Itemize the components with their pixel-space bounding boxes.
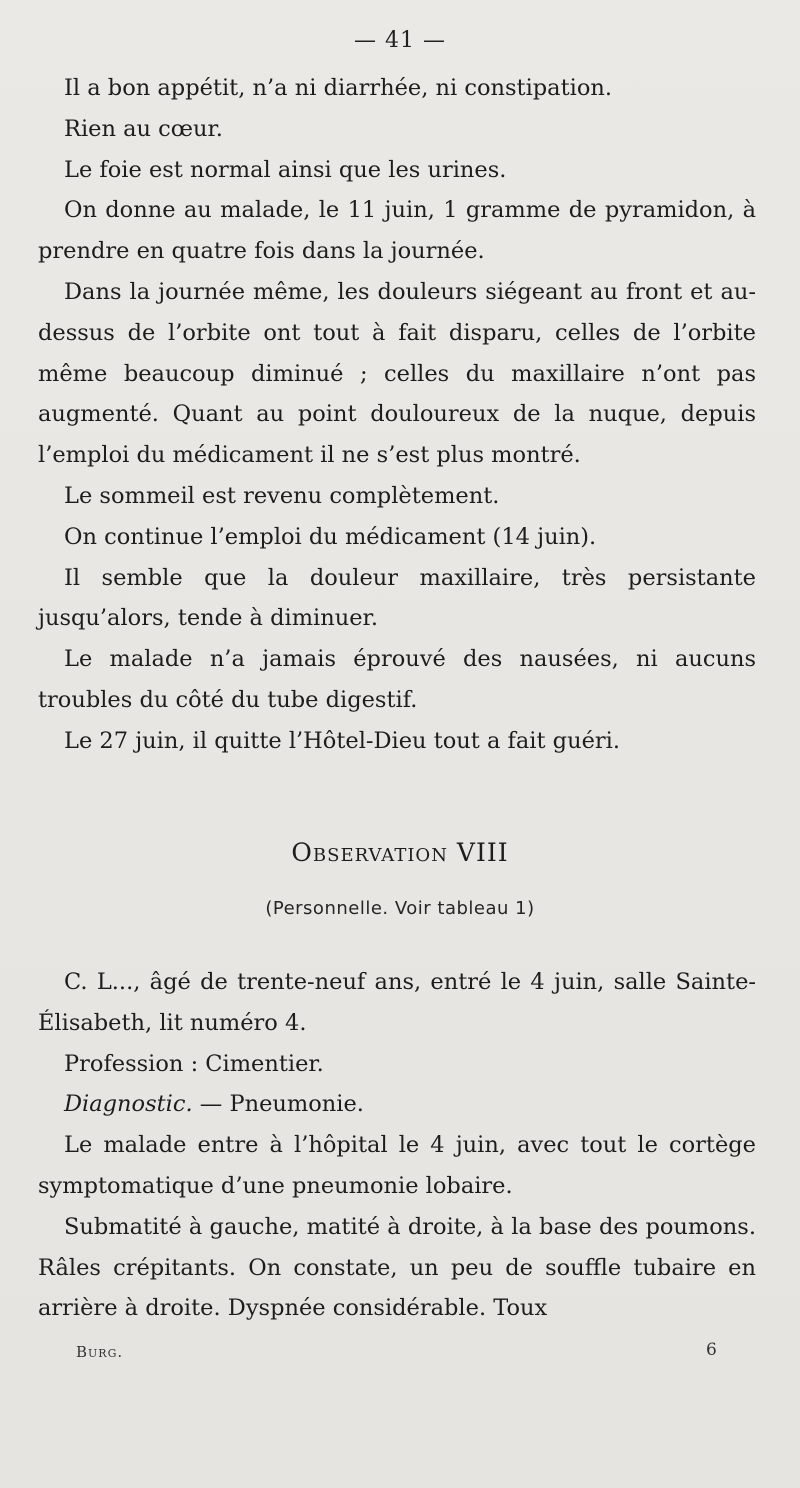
- paragraph: Dans la journée même, les douleurs siégeant au front et au-dessus de l’orbite ont tout à fait disparu, celles de l’orbite même beaucoup diminué ; celles du maxillaire n’ont pas augmenté. Quant au point douloureux de la nuque, depuis l’emploi du médicament il ne s’est plus montré.: [38, 278, 756, 469]
- paragraph: On donne au malade, le 11 juin, 1 gramme de pyramidon, à prendre en quatre fois dans la journée.: [38, 197, 756, 265]
- observation-subheading: (Personnelle. Voir tableau 1): [265, 898, 535, 919]
- paragraph: Le foie est normal ainsi que les urines.: [64, 156, 507, 183]
- paragraph: Rien au cœur.: [64, 115, 223, 142]
- paragraph: C. L..., âgé de trente-neuf ans, entré le 4 juin, salle Sainte-Élisabeth, lit numéro 4.: [38, 969, 756, 1036]
- paragraph: Il semble que la douleur maxillaire, très persistante jusqu’alors, tende à diminuer.: [38, 564, 756, 632]
- paragraph: Le 27 juin, il quitte l’Hôtel-Dieu tout a fait guéri.: [64, 727, 620, 754]
- paragraph: Le sommeil est revenu complètement.: [64, 482, 500, 509]
- text-block-top: [38, 68, 756, 762]
- paragraph: Profession : Cimentier.: [64, 1050, 324, 1077]
- text-block-bottom: [38, 962, 756, 1329]
- observation-heading: Observation VIII: [291, 838, 509, 867]
- paragraph: Il a bon appétit, n’a ni diarrhée, ni constipation.: [64, 75, 613, 101]
- page-number: — 41 —: [354, 28, 446, 53]
- paragraph: Le malade entre à l’hôpital le 4 juin, avec tout le cortège symptomatique d’une pneumonie lobaire.: [38, 1132, 756, 1199]
- paragraph: On continue l’emploi du médicament (14 juin).: [64, 523, 597, 550]
- diagnostic-label: Diagnostic.: [64, 1091, 193, 1118]
- paragraph: Le malade n’a jamais éprouvé des nausées, ni aucuns troubles du côté du tube digestif.: [38, 646, 756, 713]
- paragraph: Submatité à gauche, matité à droite, à la base des poumons. Râles crépitants. On constate, un peu de souffle tubaire en arrière à droite. Dyspnée considérable. Toux: [38, 1213, 756, 1322]
- diagnostic-paragraph: [38, 1084, 756, 1125]
- sheet-number: 6: [706, 1340, 717, 1360]
- signature-mark: Burg.: [76, 1343, 124, 1361]
- diagnostic-value: — Pneumonie.: [192, 1091, 364, 1118]
